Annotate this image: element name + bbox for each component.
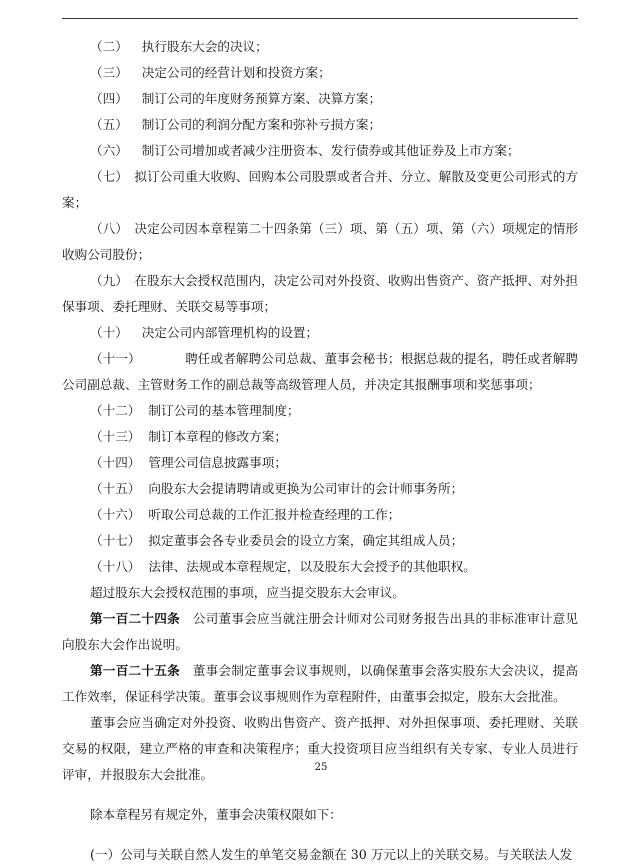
item-number: （五）	[90, 117, 128, 132]
document-body	[62, 34, 578, 868]
list-item	[62, 320, 578, 346]
item-number: （十八）	[90, 559, 141, 574]
list-item-11: （十一） 聘任或者解聘公司总裁、董事会秘书；根据总裁的提名，聘任或者解聘公司副总裁、主管财务工作的副总裁等高级管理人员，并决定其报酬事项和奖惩事项；	[62, 351, 578, 392]
item-text: 制订公司增加或者减少注册资本、发行债券或其他证券及上市方案；	[141, 143, 520, 158]
list-item	[62, 476, 578, 502]
item-number: （六）	[90, 143, 128, 158]
list-item	[62, 528, 578, 554]
item-number: （十三）	[90, 429, 141, 444]
item-number: （十六）	[90, 507, 141, 522]
item-text: 制订公司的基本管理制度；	[148, 403, 300, 418]
article-124	[62, 606, 578, 658]
item-text: 决定公司内部管理机构的设置；	[141, 325, 319, 340]
list-item	[62, 138, 578, 164]
paragraph-gap	[62, 828, 578, 842]
header-rule	[62, 18, 578, 19]
item-number: （二）	[90, 39, 128, 54]
list-item	[62, 86, 578, 112]
beyond-authority-paragraph: 超过股东大会授权范围的事项，应当提交股东大会审议。	[90, 585, 405, 600]
article-text: 公司董事会应当就注册会计师对公司财务报告出具的非标准审计意见向股东大会作出说明。	[62, 611, 579, 652]
list-item	[62, 112, 578, 138]
item-text: 执行股东大会的决议；	[141, 39, 268, 54]
list-item-7: （七） 拟订公司重大收购、回购本公司股票或者合并、分立、解散及变更公司形式的方案；	[62, 169, 578, 210]
article-heading: 第一百二十五条	[90, 663, 180, 678]
item-number: （十二）	[90, 403, 141, 418]
list-item	[62, 502, 578, 528]
list-item	[62, 60, 578, 86]
decision-authority-intro: 除本章程另有规定外，董事会决策权限如下：	[90, 807, 342, 822]
article-heading: 第一百二十四条	[90, 611, 180, 626]
list-item	[62, 554, 578, 580]
item-text: 制订公司的利润分配方案和弥补亏损方案；	[141, 117, 382, 132]
item-text: 决定公司的经营计划和投资方案；	[141, 65, 331, 80]
investment-authority-paragraph: 董事会应当确定对外投资、收购出售资产、资产抵押、对外担保事项、委托理财、关联交易的权限，建立严格的审查和决策程序；重大投资项目应当组织有关专家、专业人员进行评审，并报股东大会批准。	[62, 715, 578, 782]
item-text: 管理公司信息披露事项；	[148, 455, 287, 470]
item-text: 向股东大会提请聘请或更换为公司审计的会计师事务所；	[148, 481, 464, 496]
item-number: （十七）	[90, 533, 141, 548]
list-item	[62, 424, 578, 450]
item-text: 听取公司总裁的工作汇报并检查经理的工作；	[148, 507, 401, 522]
item-text: 拟定董事会各专业委员会的设立方案，确定其组成人员；	[148, 533, 464, 548]
item-number: （四）	[90, 91, 128, 106]
item-text: 法律、法规或本章程规定，以及股东大会授予的其他职权。	[148, 559, 476, 574]
article-text: 董事会制定董事会议事规则，以确保董事会落实股东大会决议，提高工作效率，保证科学决策。董事会议事规则作为章程附件，由董事会拟定，股东大会批准。	[62, 663, 579, 704]
paragraph-gap	[62, 788, 578, 802]
item-number: （十五）	[90, 481, 141, 496]
list-item	[62, 398, 578, 424]
item-number: （十）	[90, 325, 128, 340]
item-number: （十四）	[90, 455, 141, 470]
list-item	[62, 34, 578, 60]
list-item-8: （八） 决定公司因本章程第二十四条第（三）项、第（五）项、第（六）项规定的情形收购公司股份；	[62, 221, 578, 262]
item-number: （三）	[90, 65, 128, 80]
item-text: 制订公司的年度财务预算方案、决算方案；	[141, 91, 382, 106]
list-item-9: （九） 在股东大会授权范围内，决定公司对外投资、收购出售资产、资产抵押、对外担保事项、委托理财、关联交易等事项；	[62, 273, 578, 314]
list-item	[62, 450, 578, 476]
article-125	[62, 658, 578, 710]
item-text: 制订本章程的修改方案；	[148, 429, 287, 444]
page-number: 25	[314, 762, 328, 773]
decision-authority-item-1: (一）公司与关联自然人发生的单笔交易金额在 30 万元以上的关联交易。与关联法人发	[90, 847, 573, 862]
